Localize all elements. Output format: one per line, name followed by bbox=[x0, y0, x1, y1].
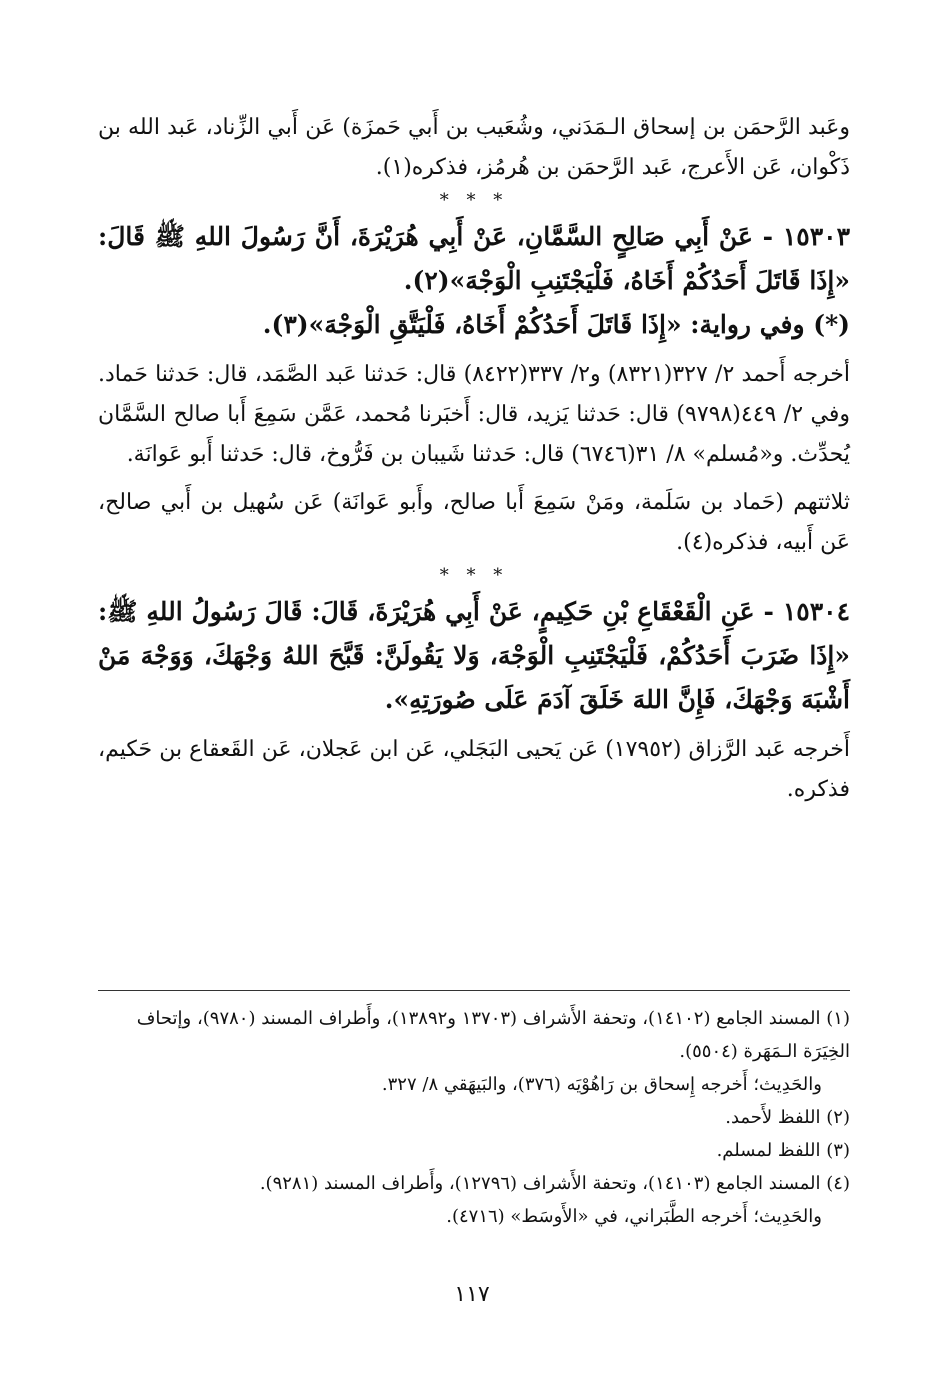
paragraph-continuation: وعَبد الرَّحمَن بن إسحاق الـمَدَني، وشُعَيب بن أَبي حَمزَة) عَن أَبي الزِّناد، عَبد الله بن ذَكْوان، عَن الأَعرج، عَبد الرَّحمَن بن هُرمُز، فذكره(١). bbox=[98, 115, 850, 180]
footnotes bbox=[98, 1002, 850, 1233]
hadith-15303: ١٥٣٠٣ - عَنْ أَبِي صَالِحٍ السَّمَّانِ، عَنْ أَبِي هُرَيْرَةَ، أَنَّ رَسُولَ اللهِ ﷺ قَالَ: «إِذَا قَاتَلَ أَحَدُكُمْ أَخَاهُ، فَلْيَجْتَنِبِ الْوَجْهَ»(٢). bbox=[98, 222, 850, 295]
footnote-3: (٣) اللفظ لمسلم. bbox=[716, 1140, 850, 1161]
takhrij-summary: ثلاثتهم (حَماد بن سَلَمة، ومَنْ سَمِعَ أَبا صالح، وأَبو عَوانَة) عَن سُهيل بن أَبي صالح، عَن أَبيه، فذكره(٤). bbox=[98, 490, 850, 555]
takhrij-paragraph-2: أَخرجه عَبد الرَّزاق (١٧٩٥٢) عَن يَحيى البَجَلي، عَن ابن عَجلان، عَن القَعقاع بن حَكيم، فذكره. bbox=[98, 737, 850, 802]
footnote-1: (١) المسند الجامع (١٤١٠٢)، وتحفة الأَشراف (١٣٧٠٣ و١٣٨٩٢)، وأَطراف المسند (٩٧٨٠)، وإتحاف الخِيَرَة الـمَهَرة (٥٥٠٤). bbox=[136, 1008, 850, 1062]
footnote-divider bbox=[98, 990, 850, 991]
hadith-15304: ١٥٣٠٤ - عَنِ الْقَعْقَاعِ بْنِ حَكِيمٍ، عَنْ أَبِي هُرَيْرَةَ، قَالَ: قَالَ رَسُولُ اللهِ ﷺ: «إِذَا ضَرَبَ أَحَدُكُمْ، فَلْيَجْتَنِبِ الْوَجْهَ، وَلا يَقُولَنَّ: قَبَّحَ اللهُ وَجْهَكَ، وَوَجْهَ مَنْ أَشْبَهَ وَجْهَكَ، فَإِنَّ اللهَ خَلَقَ آدَمَ عَلَى صُورَتِهِ». bbox=[98, 597, 850, 714]
footnote-4: (٤) المسند الجامع (١٤١٠٣)، وتحفة الأَشراف (١٢٧٩٦)، وأَطراف المسند (٩٢٨١). bbox=[259, 1173, 850, 1194]
section-separator: * * * bbox=[439, 190, 509, 211]
footnote-1-note: والحَدِيث؛ أَخرجه إِسحاق بن رَاهُوْيَه (٣٧٦)، والبَيهَقي ٨/ ٣٢٧. bbox=[381, 1074, 822, 1095]
footnote-4-note: والحَدِيث؛ أَخرجه الطَّبَراني، في «الأَوسَط» (٤٧١٦). bbox=[446, 1206, 822, 1227]
hadith-15303-variant: (*) وفي رواية: «إِذَا قَاتَلَ أَحَدُكُمْ أَخَاهُ، فَلْيَتَّقِ الْوَجْهَ»(٣). bbox=[262, 310, 850, 339]
footnote-2: (٢) اللفظ لأَحمد. bbox=[725, 1107, 850, 1128]
page-number: ١١٧ bbox=[454, 1282, 490, 1307]
section-separator: * * * bbox=[439, 565, 509, 586]
takhrij-paragraph: أخرجه أَحمد ٢/ ٣٢٧(٨٣٢١) و٢/ ٣٣٧(٨٤٢٢) قال: حَدثنا عَبد الصَّمَد، قال: حَدثنا حَماد. وفي ٢/ ٤٤٩(٩٧٩٨) قال: حَدثنا يَزيد، قال: أَخبَرنا مُحمد، عَمَّن سَمِعَ أَبا صالح السَّمَّان يُحدِّث. و«مُسلم» ٨/ ٣١(٦٧٤٦) قال: حَدثنا شَيبان بن فَرُّوخ، قال: حَدثنا أَبو عَوانَة. bbox=[98, 362, 851, 467]
main-text bbox=[98, 108, 850, 810]
